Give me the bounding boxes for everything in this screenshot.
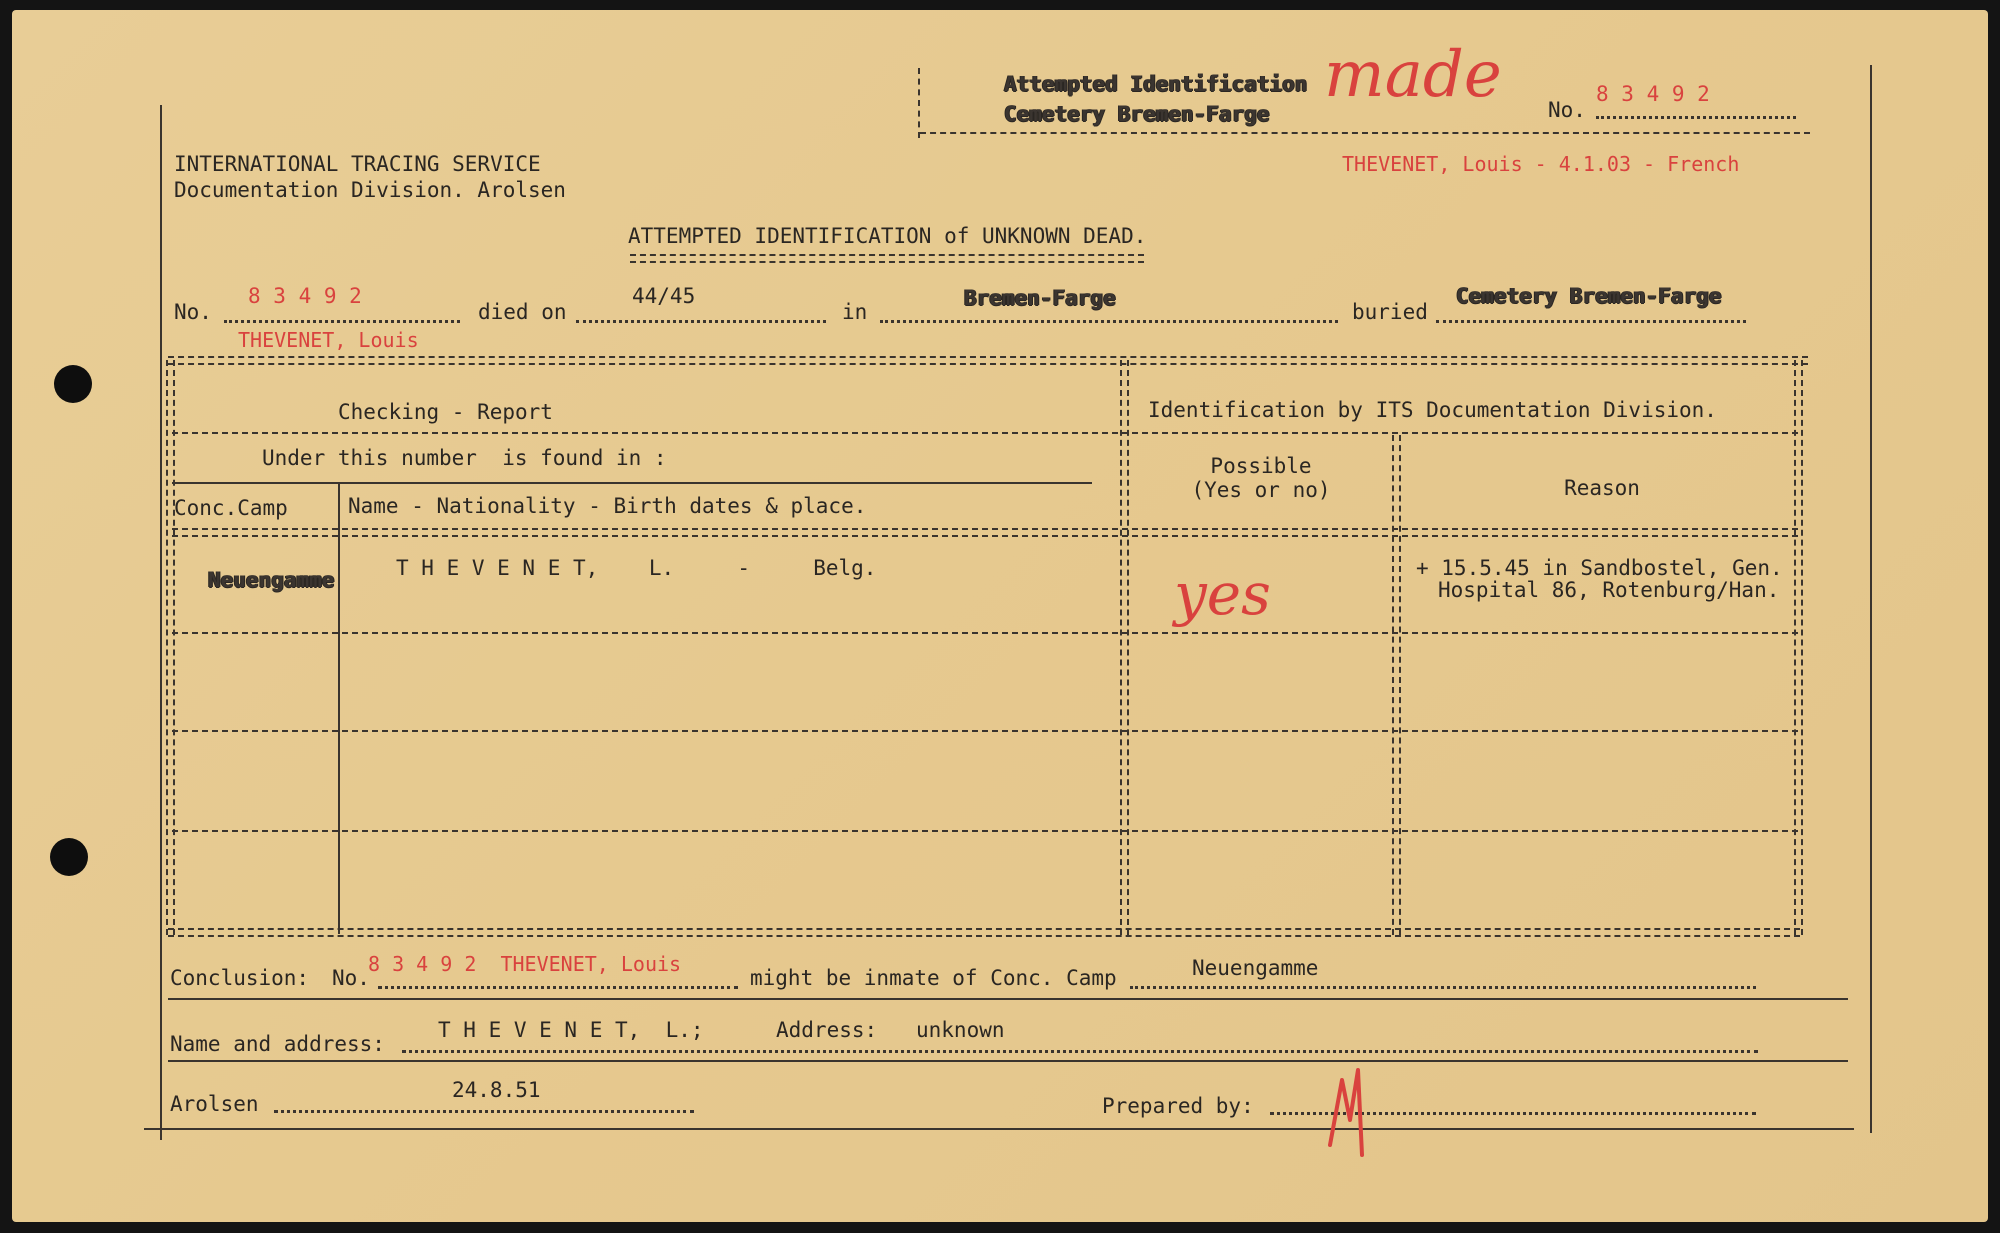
conclusion-underline [168, 998, 1848, 1000]
dotted-line [224, 320, 460, 323]
name-address-underline [168, 1060, 1848, 1062]
table-bottom-border [168, 928, 1800, 937]
col-camp-header: Conc.Camp [174, 496, 288, 520]
dotted-line [378, 986, 738, 989]
stamp-box-left [918, 68, 920, 138]
row-camp: Neuengamme [208, 568, 335, 592]
died-in-value: Bremen-Farge [964, 286, 1116, 310]
conclusion-label: Conclusion: [170, 966, 310, 990]
col-name-header: Name - Nationality - Birth dates & place. [348, 494, 867, 518]
table-top-border [168, 356, 1808, 365]
stamp-line-2: Cemetery Bremen-Farge [1004, 102, 1270, 126]
card-number-label: No. [1548, 98, 1586, 122]
column-header-separator [172, 528, 1798, 537]
record-name-note: THEVENET, Louis [238, 328, 419, 352]
dotted-line [1436, 320, 1746, 323]
card-number-value: 8 3 4 9 2 [1596, 82, 1710, 106]
died-in-label: in [842, 300, 868, 324]
row-possible-handwritten: yes [1174, 560, 1271, 628]
subject-note: THEVENET, Louis - 4.1.03 - French [1342, 152, 1740, 176]
name-address-name: T H E V E N E T, L.; [438, 1018, 704, 1042]
header-line-1: INTERNATIONAL TRACING SERVICE [174, 152, 541, 176]
preparer-signature [1322, 1050, 1382, 1160]
record-no-label: No. [174, 300, 212, 324]
dotted-line [1130, 986, 1756, 989]
address-label: Address: [776, 1018, 878, 1042]
row-separator [172, 830, 1798, 832]
row-separator [172, 730, 1798, 732]
dotted-line [576, 320, 826, 323]
page-title: ATTEMPTED IDENTIFICATION of UNKNOWN DEAD. [628, 224, 1147, 248]
identification-heading: Identification by ITS Documentation Division. [1148, 398, 1717, 422]
col-reason-header: Reason [1564, 476, 1640, 500]
address-value: unknown [916, 1018, 1005, 1042]
row-name: T H E V E N E T, L. - Belg. [396, 556, 877, 580]
table-right-border [1794, 360, 1803, 935]
punch-hole [54, 365, 92, 403]
document-card [12, 10, 1988, 1222]
checking-report-heading: Checking - Report [338, 400, 553, 424]
dotted-line [1596, 116, 1796, 119]
col-possible-header-2: (Yes or no) [1191, 478, 1331, 502]
row-reason-line-1: + 15.5.45 in Sandbostel, Gen. [1416, 556, 1783, 580]
frame-left [160, 105, 162, 1140]
stamp-line-1: Attempted Identification [1004, 72, 1308, 96]
footer-place: Arolsen [170, 1092, 259, 1116]
died-on-value: 44/45 [632, 284, 696, 308]
column-divider-camp [338, 484, 340, 934]
dotted-line [880, 320, 1338, 323]
buried-value: Cemetery Bremen-Farge [1456, 284, 1722, 308]
conclusion-mid-text: might be inmate of Conc. Camp [750, 966, 1117, 990]
column-divider-main [1120, 360, 1129, 935]
found-in-underline [172, 482, 1092, 484]
row-reason-line-2: Hospital 86, Rotenburg/Han. [1438, 578, 1780, 602]
died-on-label: died on [478, 300, 567, 324]
found-in-heading: Under this number is found in : [262, 446, 667, 470]
frame-bottom [144, 1128, 1854, 1130]
column-divider-reason [1392, 435, 1401, 935]
name-address-label: Name and address: [170, 1032, 385, 1056]
footer-date: 24.8.51 [452, 1078, 541, 1102]
dotted-line [402, 1050, 1758, 1053]
stamp-handwritten-made: made [1324, 38, 1502, 112]
header-separator [172, 432, 1798, 434]
frame-right [1870, 65, 1872, 1133]
dotted-line [274, 1110, 694, 1113]
stamp-box-bottom [920, 132, 1810, 134]
record-no-value: 8 3 4 9 2 [248, 284, 362, 308]
title-double-underline [630, 254, 1144, 263]
conclusion-no-label: No. [332, 966, 370, 990]
header-line-2: Documentation Division. Arolsen [174, 178, 566, 202]
row-separator [172, 632, 1798, 634]
conclusion-no-value: 8 3 4 9 2 THEVENET, Louis [368, 952, 682, 976]
conclusion-camp: Neuengamme [1192, 956, 1319, 980]
col-possible-header-1: Possible [1210, 454, 1312, 478]
buried-label: buried [1352, 300, 1428, 324]
prepared-by-label: Prepared by: [1102, 1094, 1254, 1118]
punch-hole [50, 838, 88, 876]
table-left-border [166, 360, 175, 935]
